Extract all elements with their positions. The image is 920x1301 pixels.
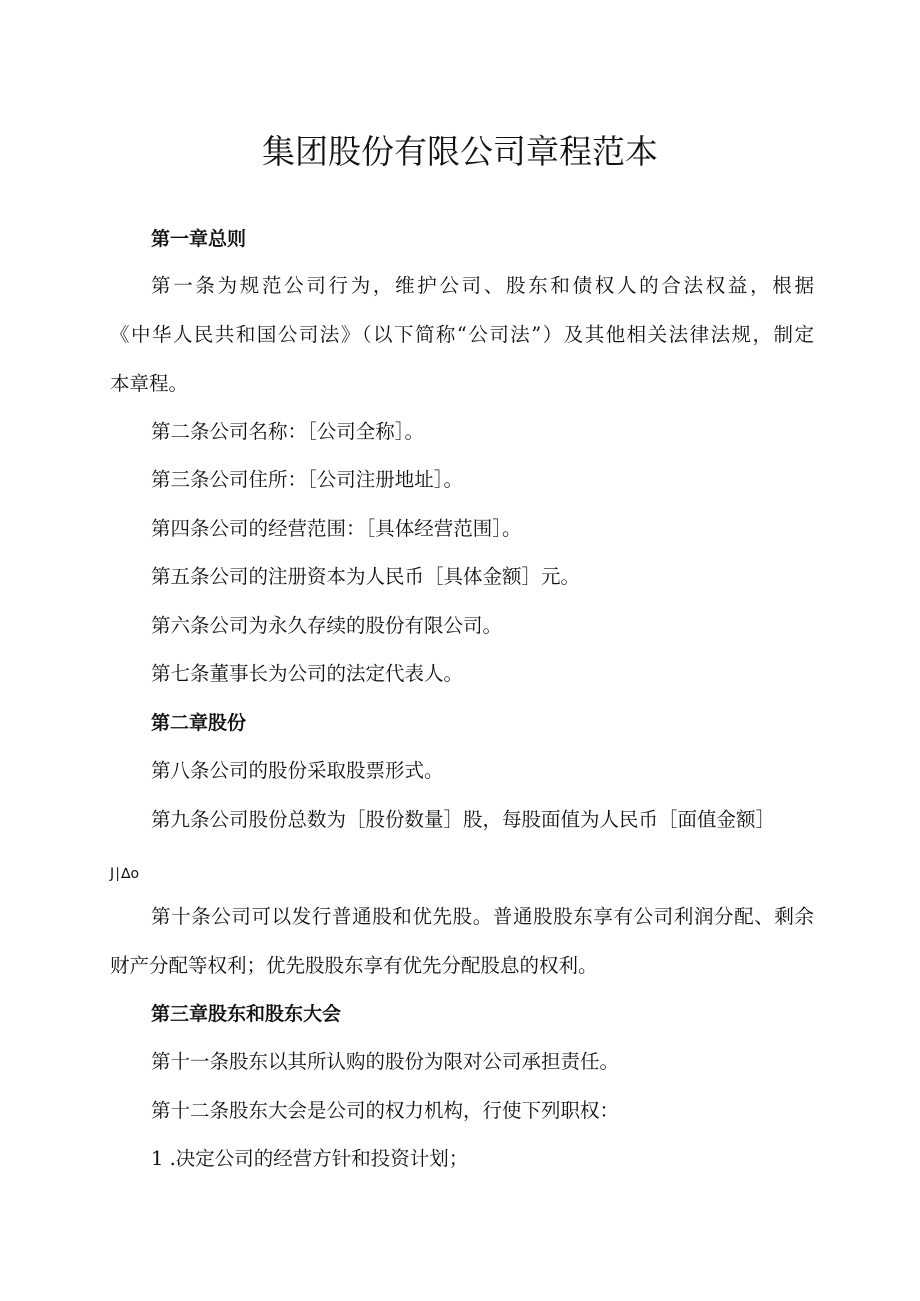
list-item: 1 .决定公司的经营方针和投资计划； (151, 1147, 469, 1170)
paragraph-line: 第一条为规范公司行为，维护公司、股东和债权人的合法权益，根据 (151, 274, 814, 297)
paragraph-line: 财产分配等权利；优先股股东享有优先分配股息的权利。 (110, 954, 598, 977)
document-title: 集团股份有限公司章程范本 (262, 132, 658, 171)
paragraph-line: 第三条公司住所：［公司注册地址］。 (151, 468, 464, 491)
chapter-heading: 第一章总则 (151, 228, 247, 250)
paragraph-line: 第七条董事长为公司的法定代表人。 (151, 662, 464, 685)
paragraph-line: 第八条公司的股份采取股票形式。 (151, 759, 444, 782)
paragraph-line: 第四条公司的经营范围：［具体经营范围］。 (151, 517, 522, 540)
chapter-heading: 第二章股份 (151, 712, 247, 734)
paragraph-line: 第十二条股东大会是公司的权力机构，行使下列职权： (151, 1099, 620, 1122)
paragraph-line: 第二条公司名称：［公司全称］。 (151, 420, 425, 443)
paragraph-line: 《中华人民共和国公司法》（以下简称“公司法”）及其他相关法律法规，制定 (110, 323, 814, 346)
paragraph-line: 第九条公司股份总数为［股份数量］股，每股面值为人民币［面值金额］ (151, 808, 776, 831)
paragraph-line: 本章程。 (110, 372, 189, 395)
chapter-heading: 第三章股东和股东大会 (151, 1003, 342, 1025)
paragraph-line: 第六条公司为永久存续的股份有限公司。 (151, 614, 503, 637)
paragraph-line: 第十一条股东以其所认购的股份为限对公司承担责任。 (151, 1050, 620, 1073)
paragraph-line: J∣∆o (110, 866, 140, 882)
paragraph-line: 第十条公司可以发行普通股和优先股。普通股股东享有公司利润分配、剩余 (151, 905, 814, 928)
paragraph-line: 第五条公司的注册资本为人民币［具体金额］元。 (151, 565, 581, 588)
